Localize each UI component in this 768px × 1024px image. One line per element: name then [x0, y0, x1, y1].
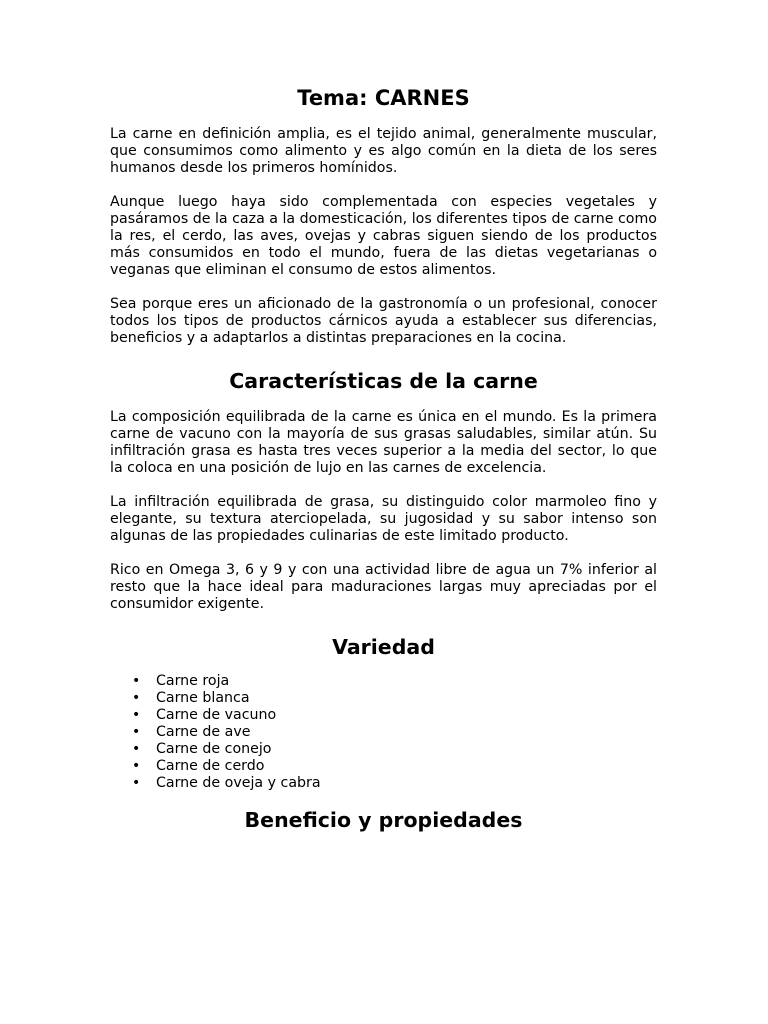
list-item-text: Carne de conejo — [156, 741, 272, 757]
list-item — [132, 741, 657, 758]
bullet-icon: • — [132, 707, 141, 723]
list-item — [132, 775, 657, 792]
section-heading-beneficio: Beneficio y propiedades — [244, 808, 523, 832]
bullet-icon: • — [132, 741, 141, 757]
variedad-list — [110, 673, 657, 792]
caracteristicas-paragraph-1: La composición equilibrada de la carne es única en el mundo. Es la primera carne de vacuno con la mayoría de sus grasas saludables, similar atún. Su infiltración grasa es hasta tres veces superior a la media del sector, lo que la coloca en una posición de lujo en las carnes de excelencia. — [110, 409, 657, 476]
caracteristicas-section — [110, 409, 657, 613]
list-item-text: Carne de oveja y cabra — [156, 775, 321, 791]
list-item-text: Carne roja — [156, 673, 230, 689]
bullet-icon: • — [132, 690, 141, 706]
bullet-icon: • — [132, 758, 141, 774]
list-item — [132, 690, 657, 707]
bullet-icon: • — [132, 775, 141, 791]
document-page — [110, 84, 657, 848]
list-item — [132, 707, 657, 724]
list-item — [132, 673, 657, 690]
list-item — [132, 758, 657, 775]
bullet-icon: • — [132, 724, 141, 740]
caracteristicas-paragraph-2: La infiltración equilibrada de grasa, su distinguido color marmoleo fino y elegante, su textura aterciopelada, su jugosidad y su sabor intenso son algunas de las propiedades culinarias de este limitado producto. — [110, 494, 657, 544]
caracteristicas-paragraph-3: Rico en Omega 3, 6 y 9 y con una actividad libre de agua un 7% inferior al resto que la hace ideal para maduraciones largas muy apreciadas por el consumidor exigente. — [110, 562, 657, 612]
list-item-text: Carne de cerdo — [156, 758, 265, 774]
list-item-text: Carne blanca — [156, 690, 250, 706]
intro-section — [110, 126, 657, 347]
list-item-text: Carne de vacuno — [156, 707, 277, 723]
list-item-text: Carne de ave — [156, 724, 251, 740]
intro-paragraph-3: Sea porque eres un aficionado de la gastronomía o un profesional, conocer todos los tipos de productos cárnicos ayuda a establecer sus diferencias, beneficios y a adaptarlos a distintas preparaciones en la cocina. — [110, 296, 657, 346]
section-heading-caracteristicas: Características de la carne — [229, 369, 538, 393]
page-title: Tema: CARNES — [297, 86, 470, 110]
bullet-icon: • — [132, 673, 141, 689]
section-heading-variedad: Variedad — [332, 635, 435, 659]
list-item — [132, 724, 657, 741]
intro-paragraph-1: La carne en definición amplia, es el tejido animal, generalmente muscular, que consumimos como alimento y es algo común en la dieta de los seres humanos desde los primeros homínidos. — [110, 126, 657, 176]
intro-paragraph-2: Aunque luego haya sido complementada con especies vegetales y pasáramos de la caza a la domesticación, los diferentes tipos de carne como la res, el cerdo, las aves, ovejas y cabras siguen siendo de los productos más consumidos en todo el mundo, fuera de las dietas vegetarianas o veganas que eliminan el consumo de estos alimentos. — [110, 194, 657, 278]
